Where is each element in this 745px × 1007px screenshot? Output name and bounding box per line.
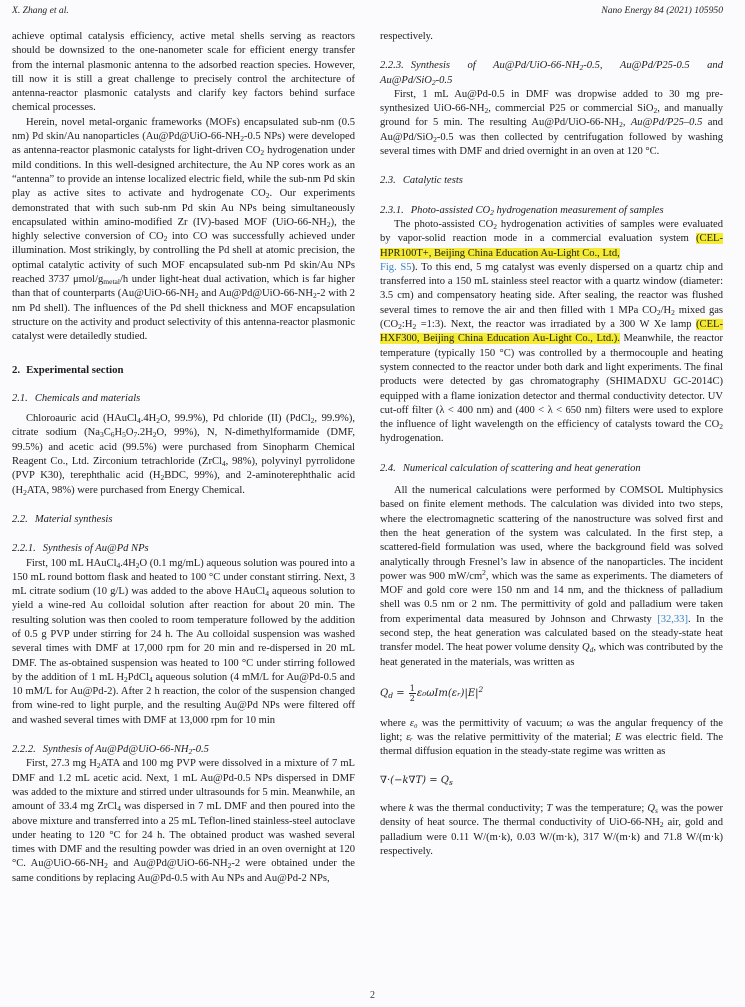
numerical-paragraph: All the numerical calculations were performed by COMSOL Multiphysics based on finite element methods. The calculation was divided into two steps, where the electromagnetic scattering of the nanostructure was solved first and then the heat generation of the system was calculated. In the first step, a scattered-field formulation was used, where the background field was solved analytically through Fresnel’s law in absence of the nanoparticles. The incident power was 900 $mW/cm^2$, which was the same as experiments. The diameters of MOF and gold core were 150 nm and 14 nm, and the thickness of palladium shell was 0.5 nm or 2 nm. The permittivity of gold and palladium were taken from experimental data measured by Johnson and Chrwasty [32,33]. In the second step, the heat generation was calculated based on the steady-state heat transfer model. The heat power volume density $Q_d$, which was contributed by the heat generated in the materials, was written as xyxy=(380,485,724,668)
continuation-text: respectively. xyxy=(380,31,433,42)
subsection-heading-numerical: 2.4. Numerical calculation of scattering and heat generation xyxy=(380,462,641,474)
subsection-heading-synthesis: 2.2. Material synthesis xyxy=(12,513,113,525)
subsubsection-heading-photo-assisted: 2.3.1. Photo-assisted $CO_2$ hydrogenation measurement of samples xyxy=(380,204,664,217)
section-heading-experimental: 2. Experimental section xyxy=(12,363,124,376)
chemicals-paragraph: Chloroauric acid ($HAuCl_4.4H_2O$, 99.9%), Pd chloride (II) (PdCl$_2$, 99.9%), citrate sodium ($Na_3C_6H_5O_7.2H_2O$, 99%), N, N-dimethylformamide (DMF, 99.5%) and acetic acid (99.5%) were purchased from Sinopharm Chemical Reagent Co., Ltd. Zirconium tetrachloride (ZrCl$_4$, 98%), polyvinyl pyrrolidone (PVP K30), terephthalic acid ($H_2BDC$, 99%), and 2-aminoterephthalic acid ($H_2ATA$, 98%) were purchased from Energy Chemical. xyxy=(12,413,355,497)
highlight-annotation[interactable]: (CEL-HXF300, Beijing China Education Au-Light Co., Ltd.). xyxy=(380,319,723,345)
highlight-annotation[interactable]: (CEL-HPR100T+, Beijing China Education Au-Light Co., Ltd, xyxy=(380,233,723,259)
running-header-journal: Nano Energy 84 (2021) 105950 xyxy=(601,5,723,16)
page-number: 2 xyxy=(370,990,375,1001)
equation-heat-power-density: $Q_d$ = $\frac{1}{2}$ $\varepsilon_0\omega Im(\varepsilon ᵣ)|E|^2$ xyxy=(380,683,484,703)
intro-paragraph-1: achieve optimal catalysis efficiency, active metal shells serving as reactors should be downsized to the one-nanometer scale for efficient energy transfer from the internal plasmonic antenna to the adsorbed reaction species. However, till now it is still a great challenge to precisely control the architecture of antenna-reactor plasmonic catalysts and clarify key factors behind surface chemical processes. xyxy=(12,31,355,114)
conductivity-paragraph: where k was the thermal conductivity; T was the temperature; $Q_s$ was the power density of heat source. The thermal conductivity of UiO-$66-NH_2$ air, gold and palladium were 0.11 W/(m·k), 0.03 W/(m·k), 317 W/(m·k) and 71.8 W/(m·k) respectively. xyxy=(380,803,724,857)
au-pd-synthesis-paragraph: First, 100 mL $HAuCl_4.4H_2O$ (0.1 mg/mL) aqueous solution was poured into a 150 mL round bottom flask and heated to 100 °C under constant stirring. Next, 3 mL citrate sodium (10 g/L) was added to the above HAuCl$_4$ aqueous solution to yield a wine-red Au colloidal solution after reaction for about 20 min. The resulting solution was then cooled to room temperature followed by the addition of 0.5 g PVP under stirring for 24 h. The Au colloidal suspension was washed several times with DMF at 17,000 rpm for 20 min and re-dispersed in 20 mL DMF. The as-obtained suspension was heated to 100 °C under stirring followed by the addition of 1 mL $H_2PdCl_4$ aqueous solution (4 mM/L for Au@Pd-0.5 and 10 mM/L for Au@Pd-2). After 2 h reaction, the color of the suspension changed from wine-red to light purple, and the resulting Au@Pd NPs were filtered off and washed several times with DMF at 13,000 rpm for 10 min xyxy=(12,557,356,726)
subsection-heading-catalytic: 2.3. Catalytic tests xyxy=(380,175,463,187)
figure-link[interactable]: Fig. S5 xyxy=(380,261,412,273)
running-header-authors: X. Zhang et al. xyxy=(12,5,69,16)
variables-paragraph: where ε₀ was the permittivity of vacuum; ω was the angular frequency of the light; εᵣ was the relative permittivity of the material; E was electric field. The thermal diffusion equation in the steady-state regime was written as xyxy=(380,717,724,758)
supported-synthesis-paragraph: First, 1 mL Au@Pd-0.5 in DMF was dropwise added to 30 mg pre-synthesized UiO-$66-NH_2$, commercial P25 or commercial SiO$_2$, and manually ground for 5 min. The resulting $Au@Pd/UiO-66-NH_2$, Au@Pd/P25–0.5 and Au@Pd/SiO$_2$-0.5 was then collected by centrifugation followed by washing several times with DMF and dried overnight in an oven at 120 °C. xyxy=(380,88,724,158)
intro-paragraph-2: Herein, novel metal-organic frameworks (MOFs) encapsulated sub-nm (0.5 nm) Pd skin/Au nanoparticles ($Au@Pd@UiO-66-NH_2-0.5$ NPs) were developed as antenna-reactor plasmonic catalysts for light-driven $CO_2$ hydrogenation under mild conditions. In this well-designed architecture, the Au NP cores work as an “antenna” to provide an intense localized electric field, while the sub-nm Pd skin play as active sites to activate and hydrogenate $CO_2$. Our experiments demonstrated that with such sub-nm Pd skin Au NPs being simultaneously encapsulated within amino-modified Zr (IV)-based MOF $(UiO-66-NH_2)$, the highly selective conversion of $CO_2$ into CO was successfully achieved under illumination. Most strikingly, by controlling the Pd shell at atomic precision, the optimal catalytic activity of such MOF encapsulated sub-nm Pd skin/Au NPs reached 3737 μmol/$g_{metal}/h$ under light-heat dual activation, which is far higher than that of counterparts ($Au@UiO-66-NH_2$ and $Au@Pd@UiO-66-NH_2-2$ with 2 nm Pd shell). The influences of the Pd shell thickness and MOF encapsulation structure on the activity and product selectivity of this antenna-reactor plasmonic catalyst were detailedly studied. xyxy=(12,116,356,343)
right-column xyxy=(380,30,723,859)
reference-link[interactable]: [32,33] xyxy=(657,613,688,625)
subsubsection-heading-au-pd: 2.2.1. Synthesis of Au@Pd NPs xyxy=(12,543,149,555)
subsection-heading-chemicals: 2.1. Chemicals and materials xyxy=(12,392,141,404)
fraction-one-half: $\frac{1}{2}$ xyxy=(409,683,415,703)
left-column xyxy=(12,30,355,886)
subsubsection-heading-au-pd-uio: 2.2.2. Synthesis of $Au@Pd@UiO-66-NH_2-0.5$ xyxy=(12,744,209,757)
subsubsection-heading-supported: 2.2.3. Synthesis of $Au@Pd/UiO-66-NH_2-0.5$, Au@Pd/P25-0.5 and Au@Pd/SiO$_2$-0.5 xyxy=(380,60,723,87)
equation-thermal-diffusion: $\nabla\cdot(-k\nabla T) = Q_s$ xyxy=(380,774,453,787)
au-pd-uio-synthesis-paragraph: First, 27.3 mg $H_2ATA$ and 100 mg PVP were dissolved in a mixture of 7 mL DMF and 1.2 mL acetic acid. Next, 1 mL Au@Pd-0.5 NPs dispersed in DMF was added to the mixture and stirred under ultrasounds for 5 min. Meanwhile, an amount of 33.4 mg ZrCl$_4$ was dispersed in 7 mL DMF and then poured into the above mixture and transferred into a 25 mL Teflon-lined stainless-steel autoclave under heating to 120 °C for 24 h. The obtained product was washed several times with DMF and the resulting powder was dried in an oven overnight at 120 °C. $Au@UiO-66-NH_2$ and $Au@Pd@UiO-66-NH_2-2$ were obtained under the same conditions by replacing Au@Pd-0.5 with Au NPs and Au@Pd-2 NPs, xyxy=(12,758,355,884)
photo-assisted-paragraph: The photo-assisted $CO_2$ hydrogenation activities of samples were evaluated by vapor-solid reaction mode in a commercial evaluation system (CEL-HPR100T+, Beijing China Education Au-Light Co., Ltd, Fig. S5). To this end, 5 mg catalyst was evenly dispersed on a quartz chip and transferred into a 150 mL stainless steel reactor with a quartz window (diameter: 3.5 cm) and compensatory heating side. After sealing, the reactor was flushed several times to remove the air and then filled with 1 MPa $CO_2/H_2$ mixed gas ($CO_2:H_2$ =1:3). Next, the reactor was irradiated by a 300 W Xe lamp (CEL-HXF300, Beijing China Education Au-Light Co., Ltd.). Meanwhile, the reactor temperature (typically 150 °C) was controlled by a thermocouple and heating system connected to the reactor under both dark and light experiments. The final products were detected by gas chromatography (SHIMADXU GC-2014C) equipped with a flame ionization detector and thermal conductivity detector. UV cut-off filter (λ < 400 nm) and (400 < λ < 650 nm) filters were used to explore the influence of light wavelength on the efficiency of catalysts toward the $CO_2$ hydrogenation. xyxy=(380,218,724,445)
